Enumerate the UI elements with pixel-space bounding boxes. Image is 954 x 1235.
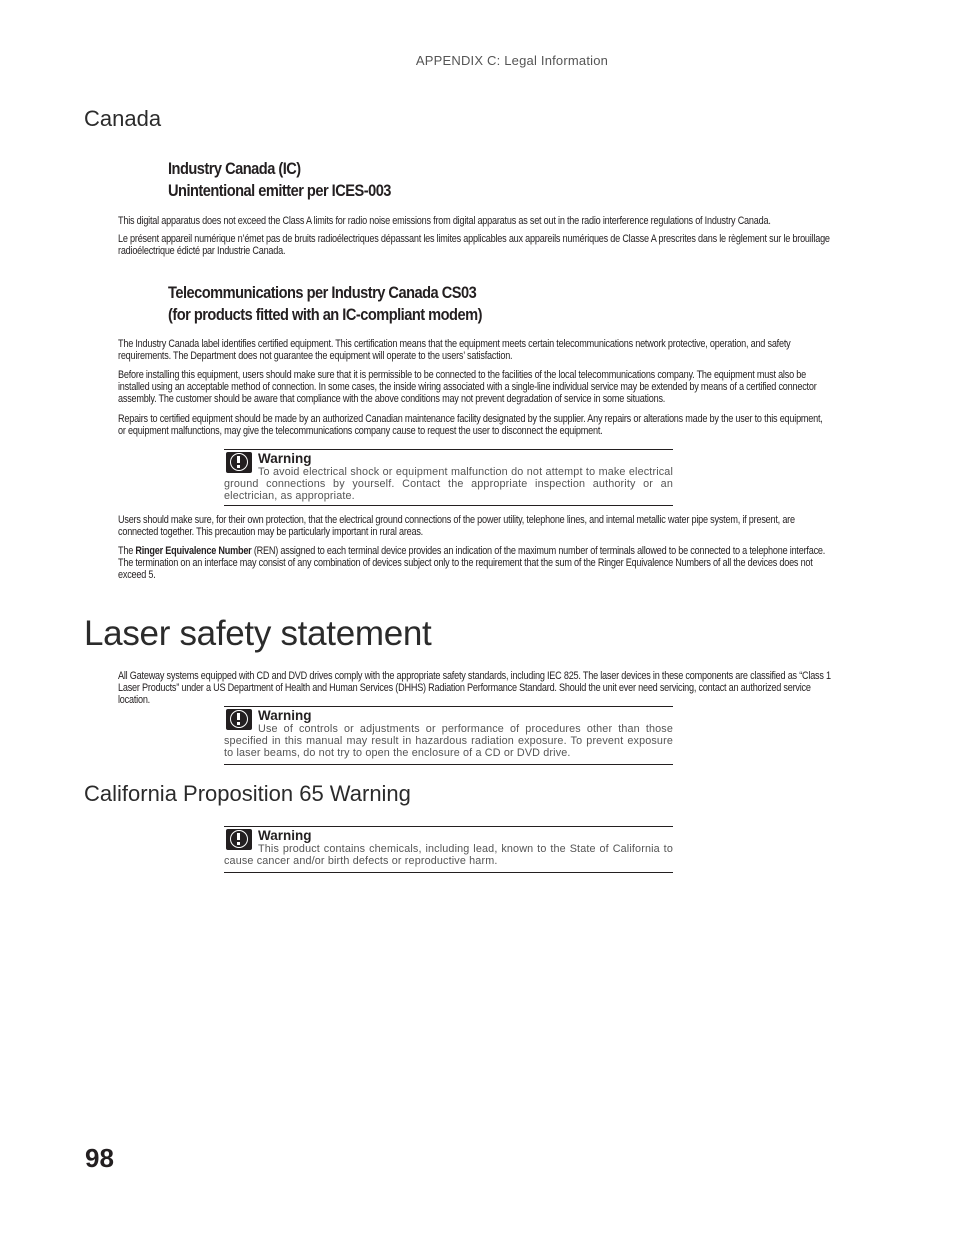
cs03-heading-line1: Telecommunications per Industry Canada CS03 <box>168 283 477 302</box>
cs03-paragraph-5: The Ringer Equivalence Number (REN) assigned to each terminal device provides an indication of the maximum number of terminals allowed to be connected to a telephone interface. The termination on an interface may consist of any combination of devices subject only to the requirement that the sum of the Ringer Equivalence Numbers of all the devices does not exceed 5. <box>118 545 826 582</box>
warning-text: To avoid electrical shock or equipment malfunction do not attempt to make electrical ground connections by yourself. Contact the appropriate inspection authority or an electrician, as appropriate. <box>224 466 673 502</box>
cs03-paragraph-4: Users should make sure, for their own protection, that the electrical ground connections of the power utility, telephone lines, and internal metallic water pipe system, if present, are connected together. This precaution may be particularly important in rural areas. <box>118 514 795 539</box>
warning-text: Use of controls or adjustments or performance of procedures other than those specified in this manual may result in hazardous radiation exposure. To prevent exposure to laser beams, do not try to open the enclosure of a CD or DVD drive. <box>224 723 673 759</box>
section-title-laser: Laser safety statement <box>84 614 432 653</box>
cs03-paragraph-1: The Industry Canada label identifies certified equipment. This certification means that the equipment meets certain telecommunications network protective, operation, and safety requirements. The Department does not guarantee the equipment will operate to the users’ satisfaction. <box>118 338 791 363</box>
ic-heading-line2: Unintentional emitter per ICES-003 <box>168 181 391 200</box>
warning-box-laser <box>224 706 673 765</box>
ren-term: Ringer Equivalence Number <box>135 545 252 557</box>
cs03-paragraph-3: Repairs to certified equipment should be made by an authorized Canadian maintenance facility designated by the supplier. Any repairs or alterations made by the user to this equipment, or equipment malfunctions, may give the telecommunications company cause to request the user to disconnect the equipment. <box>118 413 823 438</box>
warning-text: This product contains chemicals, including lead, known to the State of California to cause cancer and/or birth defects or reproductive harm. <box>224 843 673 867</box>
warning-box-california <box>224 826 673 873</box>
laser-paragraph: All Gateway systems equipped with CD and DVD drives comply with the appropriate safety standards, including IEC 825. The laser devices in these components are classified as “Class 1 Laser Products” under a US Department of Health and Human Services (DHHS) Radiation Performance Standard. Should the unit ever need servicing, contact an authorized service location. <box>118 670 831 707</box>
ic-heading-line1: Industry Canada (IC) <box>168 159 301 178</box>
cs03-heading-line2: (for products fitted with an IC-compliant modem) <box>168 305 482 324</box>
running-head: APPENDIX C: Legal Information <box>415 53 609 68</box>
cs03-paragraph-2: Before installing this equipment, users should make sure that it is permissible to be connected to the facilities of the local telecommunications company. The equipment must also be installed using an acceptable method of connection. In some cases, the inside wiring associated with a single-line individual service may be extended by means of a certified connector assembly. The customer should be aware that compliance with the above conditions may not prevent degradation of service in some situations. <box>118 369 817 406</box>
warning-box-ground <box>224 449 673 506</box>
ic-heading <box>168 158 427 202</box>
ic-paragraph-fr: Le présent appareil numérique n’émet pas de bruits radioélectriques dépassant les limites applicables aux appareils numériques de Classe A prescrites dans le règlement sur le brouillage radioélectrique édicté par Industrie Canada. <box>118 233 830 258</box>
warning-title: Warning <box>258 451 312 466</box>
cs03-heading <box>168 282 533 326</box>
warning-title: Warning <box>258 708 312 723</box>
section-title-california: California Proposition 65 Warning <box>84 781 411 806</box>
warning-title: Warning <box>258 828 312 843</box>
page-number: 98 <box>85 1143 114 1173</box>
section-title-canada: Canada <box>84 106 162 131</box>
ic-paragraph-en: This digital apparatus does not exceed the Class A limits for radio noise emissions from digital apparatus as set out in the radio interference regulations of Industry Canada. <box>118 215 771 227</box>
